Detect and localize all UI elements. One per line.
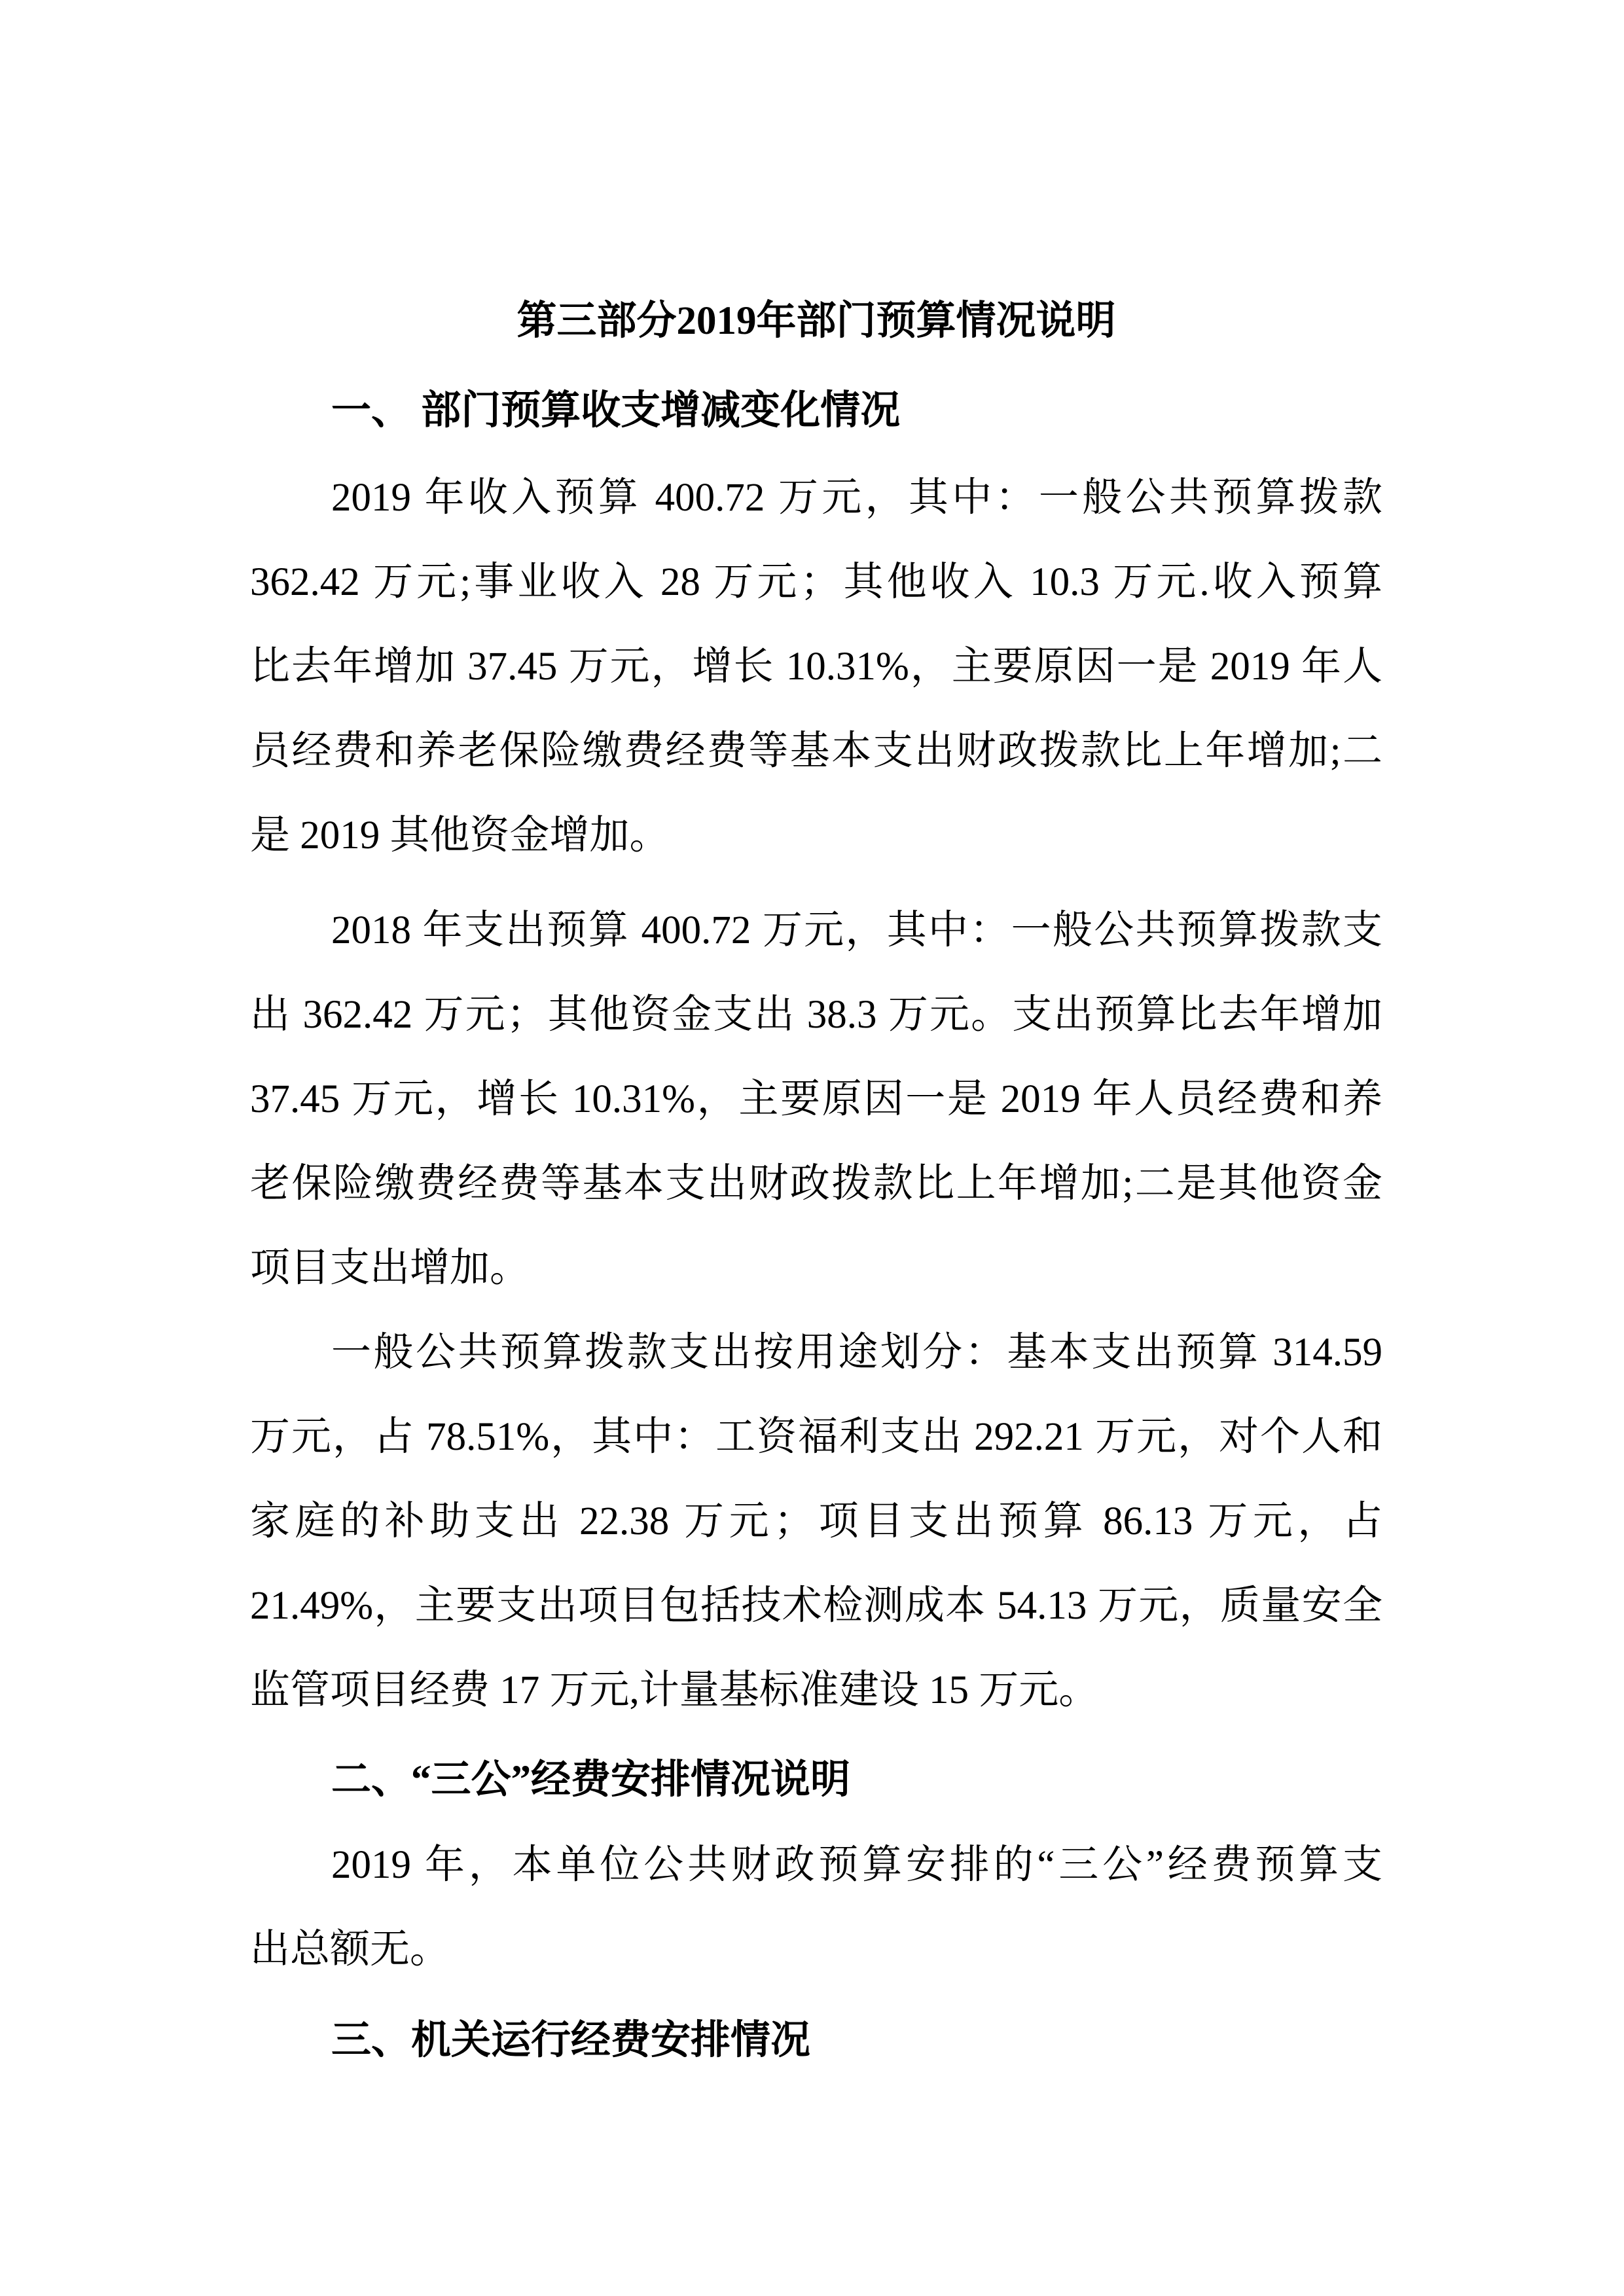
section-heading-three-public-expenses: 二、“三公”经费安排情况说明 xyxy=(331,1758,851,1802)
paragraph-line: 家庭的补助支出 22.38 万元；项目支出预算 86.13 万元，占 xyxy=(250,1499,1382,1543)
paragraph-line: 2019 年收入预算 400.72 万元，其中：一般公共预算拨款 xyxy=(331,476,1382,520)
paragraph-line: 监管项目经费 17 万元,计量基标准建设 15 万元。 xyxy=(250,1668,1099,1712)
paragraph-line: 出 362.42 万元；其他资金支出 38.3 万元。支出预算比去年增加 xyxy=(250,993,1382,1037)
paragraph-line: 37.45 万元，增长 10.31%，主要原因一是 2019 年人员经费和养 xyxy=(250,1077,1382,1121)
text-column xyxy=(250,279,1382,2083)
section-heading-operating-expenses: 三、机关运行经费安排情况 xyxy=(331,2018,811,2062)
paragraph-line: 比去年增加 37.45 万元，增长 10.31%，主要原因一是 2019 年人 xyxy=(250,645,1382,689)
paragraph-line: 2018 年支出预算 400.72 万元，其中：一般公共预算拨款支 xyxy=(331,908,1382,952)
paragraph-line: 老保险缴费经费等基本支出财政拨款比上年增加;二是其他资金 xyxy=(250,1162,1382,1206)
paragraph-expense-by-use xyxy=(250,1310,1382,1732)
paragraph-line: 员经费和养老保险缴费经费等基本支出财政拨款比上年增加;二 xyxy=(250,729,1382,773)
paragraph-line: 项目支出增加。 xyxy=(250,1246,530,1290)
paragraph-three-public-expenses xyxy=(250,1823,1382,1992)
paragraph-line: 21.49%，主要支出项目包括技术检测成本 54.13 万元，质量安全 xyxy=(250,1584,1382,1628)
paragraph-line: 362.42 万元;事业收入 28 万元；其他收入 10.3 万元.收入预算 xyxy=(250,560,1382,604)
paragraph-line: 万元，占 78.51%，其中：工资福利支出 292.21 万元，对个人和 xyxy=(250,1415,1382,1459)
paragraph-income-budget xyxy=(250,456,1382,878)
section-heading-budget-change: 一、 部门预算收支增减变化情况 xyxy=(331,389,901,433)
paragraph-expense-budget xyxy=(250,888,1382,1310)
paragraph-line: 出总额无。 xyxy=(250,1928,450,1971)
paragraph-line: 2019 年，本单位公共财政预算安排的“三公”经费预算支 xyxy=(331,1843,1382,1887)
paragraph-line: 一般公共预算拨款支出按用途划分：基本支出预算 314.59 xyxy=(331,1331,1382,1374)
paragraph-line: 是 2019 其他资金增加。 xyxy=(250,814,670,857)
document-title: 第三部分2019年部门预算情况说明 xyxy=(516,299,1116,343)
